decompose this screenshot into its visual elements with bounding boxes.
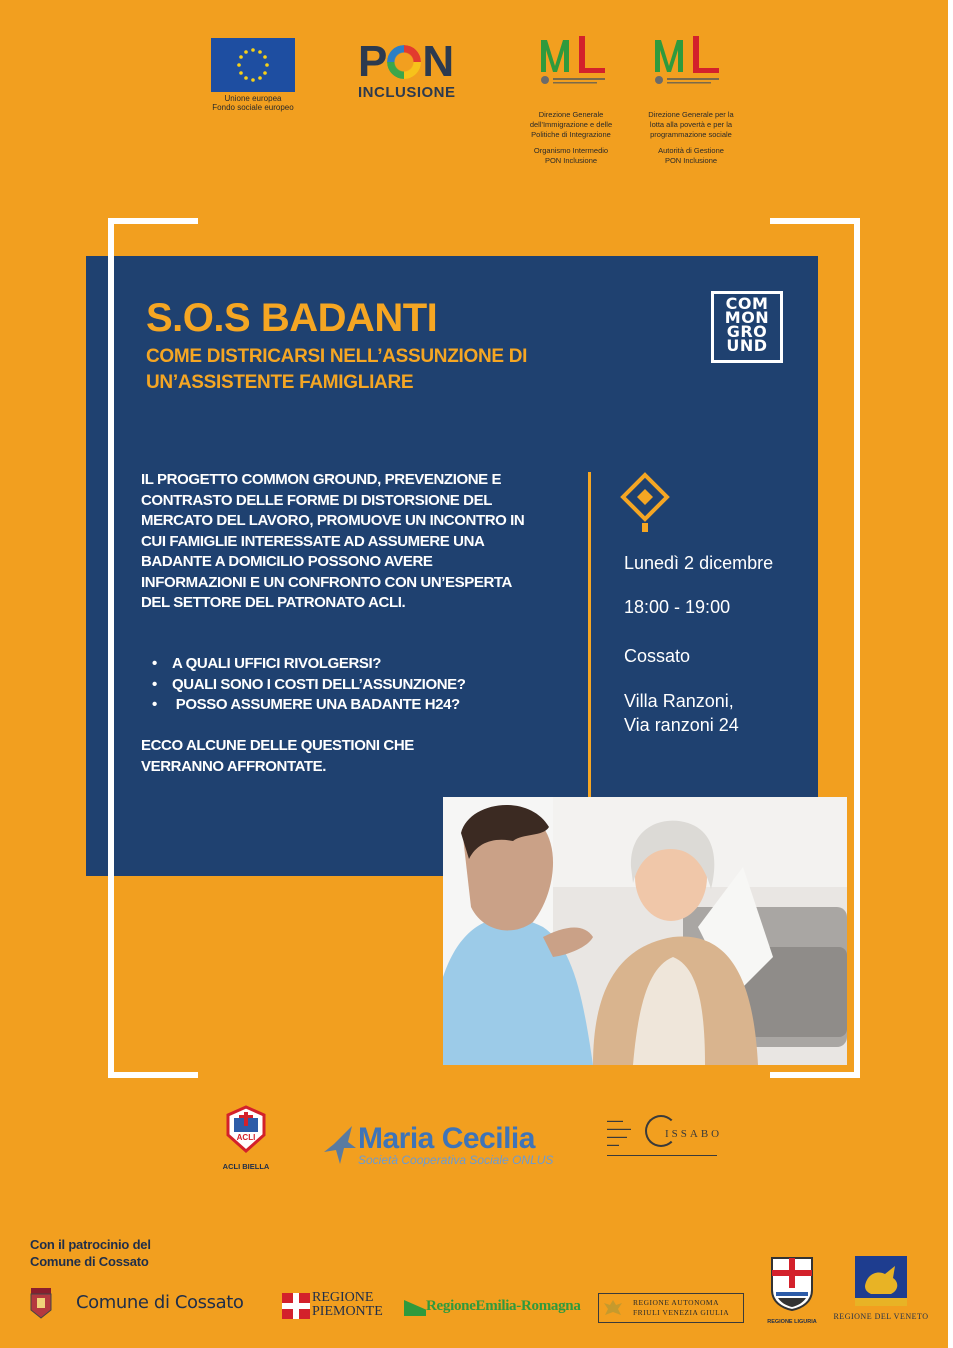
- event-address: Via ranzoni 24: [624, 715, 739, 735]
- ml-logo-icon: [647, 32, 727, 88]
- regione-liguria-logo: REGIONE LIGURIA: [764, 1254, 820, 1325]
- pon-subtitle: INCLUSIONE: [358, 84, 456, 101]
- common-ground-logo: COM MON GRO UND: [711, 291, 783, 363]
- event-subtitle: COME DISTRICARSI NELL’ASSUNZIONE DI UN’ASSISTENTE FAMIGLIARE: [146, 346, 528, 393]
- regione-veneto-logo: REGIONE DEL VENETO: [832, 1256, 930, 1321]
- pon-logo: P N INCLUSIONE: [358, 40, 472, 102]
- list-item: • A QUALI UFFICI RIVOLGERSI?: [152, 654, 466, 675]
- pon-ring-icon: [387, 45, 421, 79]
- event-date: Lunedì 2 dicembre: [624, 553, 774, 573]
- ml-left-caption: Direzione Generale dell'Immigrazione e delle Politiche di Integrazione Organismo Intermedio PON Inclusione: [529, 110, 613, 165]
- bird-icon: [322, 1122, 358, 1170]
- svg-text:ACLI: ACLI: [236, 1133, 256, 1142]
- regione-fvg-logo: REGIONE AUTONOMA FRIULI VENEZIA GIULIA: [598, 1293, 744, 1323]
- comune-name: Comune di Cossato: [76, 1292, 244, 1313]
- acli-biella-logo: ACLI ACLI BIELLA: [220, 1105, 272, 1171]
- poster: Unione europea Fondo sociale europeo P N INCLUSIONE Direzione Generale dell'Immigrazione e delle Politiche di Integrazione Organismo Intermedio PON Inclusione Direzione Generale per la lotta alla povertà e per la programmazione sociale Autorità di Gestione PON Inclusione S.O.S BADANTI COME DISTRICARSI NELL’ASSUNZIONE DI UN’ASSISTENTE FAMIGLIARE COM MON GRO UND IL PROGETTO COMMON GROUND, PREVENZIONE E CONTRASTO DELLE FORME DI DISTORSIONE DEL MERCATO DEL LAVORO, PROMUOVE UN INCONTRO IN CUI FAMIGLIE INTERESSATE AD ASSUMERE UNA BADANTE A DOMICILIO POSSONO AVERE INFORMAZIONI E UN CONFRONTO CON UN’ESPERTA DEL SETTORE DEL PATRONATO ACLI. • A QUALI UFFICI RIVOLGERSI? • QUALI SONO I COSTI DELL’ASSUNZIONE? • POSSO ASSUMERE UNA BADANTE H24? ECCO ALCUNE DELLE QUESTIONI CHE VERRANNO AFFRONTATE. Lunedì 2 dicembre 18:00 - 19:00 Cossato Villa Ranzoni, Via ranzoni 24 ACLI ACLI BIELLA Maria Cecilia Società Cooperativa Sociale ONLUS ▬▬▬▬ ▬▬▬▬▬▬ ▬▬▬▬▬ ▬▬▬ ISSABO Con il patrocinio del Comune di Cossato Comune di Cossato REGIONE PIEMONTE RegioneEmilia-Romagna REGIONE AUTONOMA FRIULI VENEZIA GIULIA REGIONE LIGURIA REGIONE DEL VENETO: [0, 0, 948, 1348]
- divider: [588, 472, 591, 798]
- question-list: [152, 654, 466, 716]
- caregiver-photo: [443, 797, 847, 1065]
- ml-right-caption: Direzione Generale per la lotta alla povertà e per la programmazione sociale Autorità di Gestione PON Inclusione: [648, 110, 734, 165]
- event-description: IL PROGETTO COMMON GROUND, PREVENZIONE E CONTRASTO DELLE FORME DI DISTORSIONE DEL MERCATO DEL LAVORO, PROMUOVE UN INCONTRO IN CUI FAMIGLIE INTERESSATE AD ASSUMERE UNA BADANTE A DOMICILIO POSSONO AVERE INFORMAZIONI E UN CONFRONTO CON UN’ESPERTA DEL SETTORE DEL PATRONATO ACLI.: [141, 471, 525, 611]
- event-title: S.O.S BADANTI: [146, 296, 438, 340]
- cissabo-logo: ▬▬▬▬ ▬▬▬▬▬▬ ▬▬▬▬▬ ▬▬▬ ISSABO: [607, 1115, 719, 1157]
- ml-logo-icon: [533, 32, 613, 88]
- maria-cecilia-logo: Maria Cecilia Società Cooperativa Sociale ONLUS: [322, 1122, 562, 1170]
- liguria-shield-icon: [768, 1254, 816, 1312]
- patronage-text: Con il patrocinio del Comune di Cossato: [30, 1237, 151, 1269]
- event-city: Cossato: [624, 646, 691, 666]
- emilia-mark-icon: [404, 1300, 426, 1316]
- location-pin-icon: [620, 472, 670, 534]
- list-item: • QUALI SONO I COSTI DELL’ASSUNZIONE?: [152, 675, 466, 696]
- veneto-lion-icon: [855, 1256, 907, 1306]
- event-time: 18:00 - 19:00: [624, 597, 731, 617]
- piemonte-cross-icon: [282, 1293, 310, 1319]
- event-venue: Villa Ranzoni,: [624, 691, 734, 711]
- eu-flag-icon: [211, 38, 295, 92]
- eu-caption: Unione europea Fondo sociale europeo: [212, 94, 294, 112]
- list-item: • POSSO ASSUMERE UNA BADANTE H24?: [152, 695, 466, 716]
- closing-text: ECCO ALCUNE DELLE QUESTIONI CHE VERRANNO AFFRONTATE.: [141, 737, 414, 775]
- fvg-eagle-icon: [602, 1297, 624, 1319]
- comune-crest-icon: [28, 1288, 54, 1320]
- acli-shield-icon: [224, 1105, 268, 1153]
